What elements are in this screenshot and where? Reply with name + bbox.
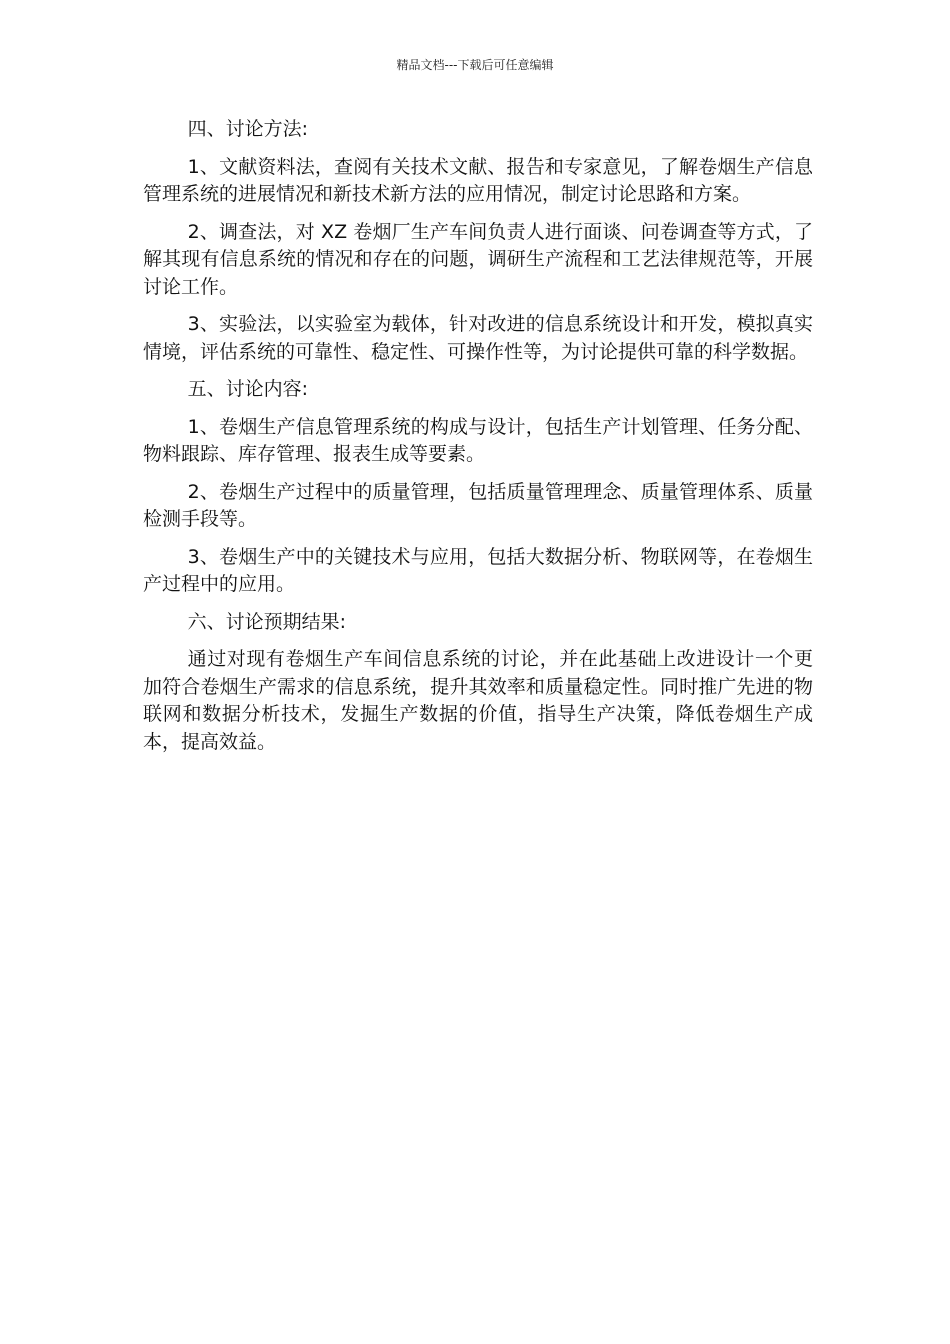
section-heading-results: 六、讨论预期结果:	[187, 610, 347, 633]
content-item-3: 3、卷烟生产中的关键技术与应用，包括大数据分析、物联网等，在卷烟生产过程中的应用。	[143, 545, 813, 595]
section-heading-content: 五、讨论内容:	[187, 378, 309, 400]
methods-item-3: 3、实验法，以实验室为载体，针对改进的信息系统设计和开发，模拟真实情境，评估系统的可靠性、稳定性、可操作性等，为讨论提供可靠的科学数据。	[143, 313, 813, 363]
methods-item-2: 2、调查法，对 XZ 卷烟厂生产车间负责人进行面谈、问卷调查等方式，了解其现有信息系统的情况和存在的问题，调研生产流程和工艺法律规范等，开展讨论工作。	[143, 220, 813, 298]
page-header: 精品文档---下载后可任意编辑	[396, 58, 554, 72]
content-item-2: 2、卷烟生产过程中的质量管理，包括质量管理理念、质量管理体系、质量检测手段等。	[143, 480, 813, 530]
results-paragraph: 通过对现有卷烟生产车间信息系统的讨论，并在此基础上改进设计一个更加符合卷烟生产需求的信息系统，提升其效率和质量稳定性。同时推广先进的物联网和数据分析技术，发掘生产数据的价值，指导生产决策，降低卷烟生产成本，提高效益。	[143, 648, 813, 753]
section-heading-methods: 四、讨论方法:	[187, 118, 309, 140]
document-body	[143, 116, 813, 766]
content-item-1: 1、卷烟生产信息管理系统的构成与设计，包括生产计划管理、任务分配、物料跟踪、库存管理、报表生成等要素。	[143, 415, 813, 465]
methods-item-1: 1、文献资料法，查阅有关技术文献、报告和专家意见，了解卷烟生产信息管理系统的进展情况和新技术新方法的应用情况，制定讨论思路和方案。	[143, 155, 813, 205]
